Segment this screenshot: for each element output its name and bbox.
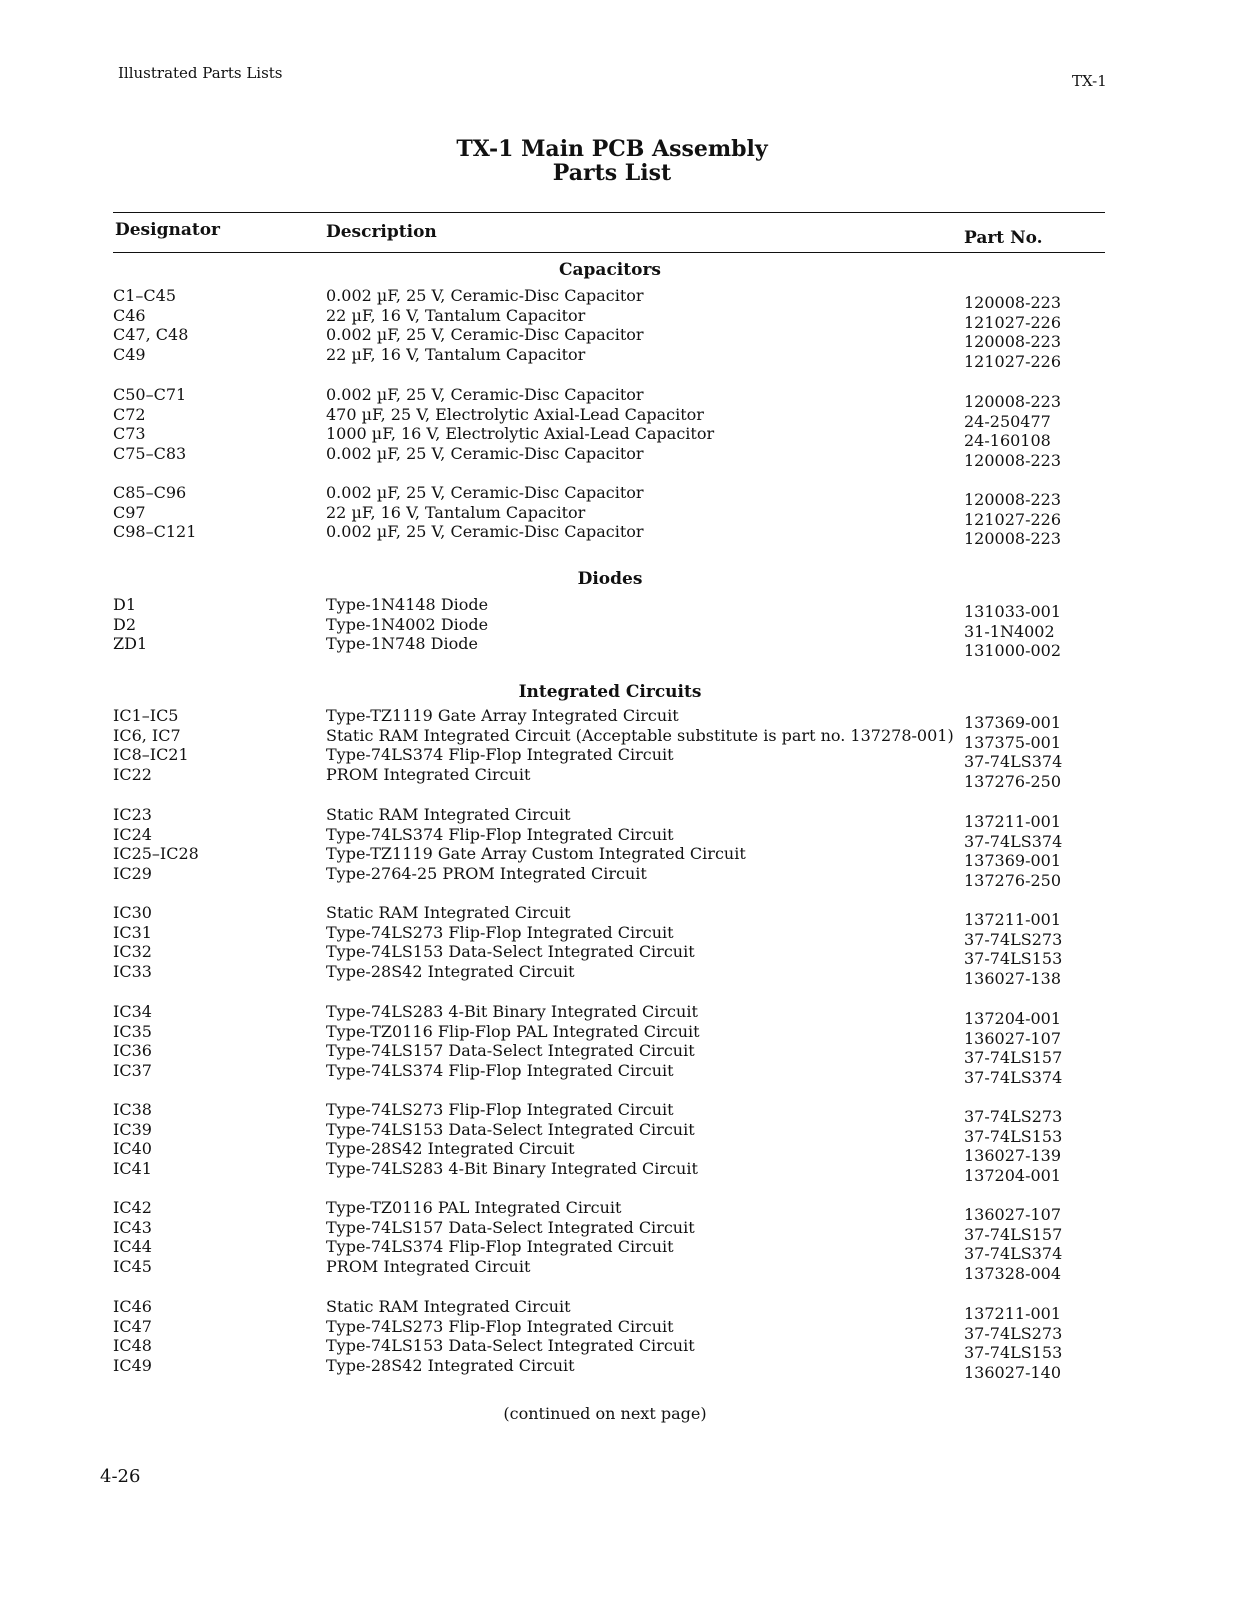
table-row bbox=[0, 1336, 1237, 1363]
part-number-cell: 137375-001 bbox=[964, 732, 1062, 752]
designator-cell: IC48 bbox=[113, 1336, 152, 1356]
description-cell: Type-28S42 Integrated Circuit bbox=[326, 961, 575, 981]
table-row bbox=[0, 595, 1237, 621]
part-number-cell: 137328-004 bbox=[964, 1263, 1062, 1283]
designator-cell: IC43 bbox=[113, 1217, 152, 1237]
designator-cell: C98–C121 bbox=[113, 522, 197, 542]
table-row bbox=[0, 1256, 1237, 1283]
part-number-cell: 120008-223 bbox=[964, 293, 1062, 312]
table-row bbox=[0, 614, 1237, 641]
designator-cell: IC24 bbox=[113, 824, 152, 844]
table-row bbox=[0, 1119, 1237, 1146]
designator-cell: IC8–IC21 bbox=[113, 745, 189, 765]
table-row bbox=[0, 824, 1237, 851]
table-row bbox=[0, 502, 1237, 529]
designator-cell: IC25–IC28 bbox=[113, 844, 199, 864]
table-row bbox=[0, 424, 1237, 451]
table-row bbox=[0, 443, 1237, 470]
designator-cell: IC29 bbox=[113, 863, 152, 883]
table-row bbox=[0, 1198, 1237, 1224]
description-cell: Type-TZ0116 PAL Integrated Circuit bbox=[326, 1198, 622, 1217]
designator-cell: IC39 bbox=[113, 1119, 152, 1139]
designator-cell: C72 bbox=[113, 404, 146, 424]
description-cell: Static RAM Integrated Circuit bbox=[326, 903, 571, 922]
table-row bbox=[0, 1237, 1237, 1264]
table-row bbox=[0, 725, 1237, 752]
part-number-cell: 131000-002 bbox=[964, 641, 1062, 661]
part-number-cell: 37-74LS374 bbox=[964, 1244, 1063, 1264]
description-cell: Type-74LS273 Flip-Flop Integrated Circuit bbox=[326, 922, 674, 942]
section-heading: Diodes bbox=[577, 569, 643, 589]
table-row bbox=[0, 1316, 1237, 1343]
table-row bbox=[0, 863, 1237, 890]
table-row bbox=[0, 286, 1237, 312]
designator-cell: IC42 bbox=[113, 1198, 152, 1217]
description-cell: Type-74LS153 Data-Select Integrated Circuit bbox=[326, 942, 695, 962]
description-cell: Type-28S42 Integrated Circuit bbox=[326, 1139, 575, 1159]
description-cell: 470 µF, 25 V, Electrolytic Axial-Lead Capacitor bbox=[326, 404, 704, 424]
designator-cell: IC40 bbox=[113, 1139, 152, 1159]
part-number-cell: 37-74LS374 bbox=[964, 752, 1063, 772]
table-row bbox=[0, 745, 1237, 772]
designator-cell: IC36 bbox=[113, 1041, 152, 1061]
table-row bbox=[0, 385, 1237, 411]
running-header-left: Illustrated Parts Lists bbox=[118, 64, 283, 82]
designator-cell: D2 bbox=[113, 614, 137, 634]
part-number-cell: 136027-140 bbox=[964, 1362, 1062, 1382]
description-cell: Type-74LS283 4-Bit Binary Integrated Circuit bbox=[326, 1158, 698, 1178]
part-number-cell: 121027-226 bbox=[964, 351, 1062, 371]
part-number-cell: 24-160108 bbox=[964, 431, 1051, 451]
designator-cell: IC31 bbox=[113, 922, 152, 942]
table-row bbox=[0, 344, 1237, 371]
table-row bbox=[0, 1021, 1237, 1048]
part-number-cell: 37-74LS153 bbox=[964, 1343, 1063, 1363]
designator-cell: IC49 bbox=[113, 1355, 152, 1375]
description-cell: Type-TZ1119 Gate Array Integrated Circuit bbox=[326, 706, 679, 725]
column-header-designator: Designator bbox=[115, 220, 220, 240]
designator-cell: D1 bbox=[113, 595, 137, 614]
description-cell: 0.002 µF, 25 V, Ceramic-Disc Capacitor bbox=[326, 286, 644, 305]
designator-cell: C49 bbox=[113, 344, 146, 364]
description-cell: Type-1N4148 Diode bbox=[326, 595, 489, 614]
table-row bbox=[0, 325, 1237, 352]
part-number-cell: 121027-226 bbox=[964, 312, 1062, 332]
description-cell: PROM Integrated Circuit bbox=[326, 1256, 531, 1276]
designator-cell: IC38 bbox=[113, 1100, 152, 1119]
part-number-cell: 137276-250 bbox=[964, 870, 1062, 890]
description-cell: Type-2764-25 PROM Integrated Circuit bbox=[326, 863, 647, 883]
table-row bbox=[0, 922, 1237, 949]
part-number-cell: 37-74LS374 bbox=[964, 1067, 1063, 1087]
designator-cell: C47, C48 bbox=[113, 325, 189, 345]
page-number: 4-26 bbox=[100, 1466, 141, 1487]
designator-cell: IC41 bbox=[113, 1158, 152, 1178]
table-row bbox=[0, 522, 1237, 549]
description-cell: 22 µF, 16 V, Tantalum Capacitor bbox=[326, 344, 586, 364]
running-header-right: TX-1 bbox=[1072, 72, 1107, 90]
top-rule bbox=[113, 212, 1105, 213]
designator-cell: ZD1 bbox=[113, 634, 148, 654]
table-row bbox=[0, 1217, 1237, 1244]
designator-cell: C85–C96 bbox=[113, 483, 187, 502]
column-header-description: Description bbox=[326, 222, 437, 242]
table-row bbox=[0, 305, 1237, 332]
section-heading: Capacitors bbox=[559, 260, 661, 280]
description-cell: Static RAM Integrated Circuit (Acceptable substitute is part no. 137278-001) bbox=[326, 725, 954, 745]
part-number-cell: 120008-223 bbox=[964, 392, 1062, 411]
description-cell: Type-74LS374 Flip-Flop Integrated Circuit bbox=[326, 745, 674, 765]
part-number-cell: 136027-138 bbox=[964, 968, 1062, 988]
table-row bbox=[0, 942, 1237, 969]
description-cell: Type-1N4002 Diode bbox=[326, 614, 489, 634]
description-cell: 0.002 µF, 25 V, Ceramic-Disc Capacitor bbox=[326, 385, 644, 404]
designator-cell: IC44 bbox=[113, 1237, 152, 1257]
table-row bbox=[0, 1139, 1237, 1166]
designator-cell: IC22 bbox=[113, 764, 152, 784]
description-cell: PROM Integrated Circuit bbox=[326, 764, 531, 784]
designator-cell: IC47 bbox=[113, 1316, 152, 1336]
description-cell: 22 µF, 16 V, Tantalum Capacitor bbox=[326, 502, 586, 522]
table-row bbox=[0, 1158, 1237, 1185]
description-cell: 22 µF, 16 V, Tantalum Capacitor bbox=[326, 305, 586, 325]
description-cell: Type-74LS157 Data-Select Integrated Circuit bbox=[326, 1041, 695, 1061]
section-heading: Integrated Circuits bbox=[518, 682, 702, 702]
designator-cell: IC46 bbox=[113, 1297, 152, 1316]
part-number-cell: 31-1N4002 bbox=[964, 621, 1055, 641]
table-row bbox=[0, 1041, 1237, 1068]
description-cell: Type-28S42 Integrated Circuit bbox=[326, 1355, 575, 1375]
designator-cell: C73 bbox=[113, 424, 146, 444]
description-cell: 0.002 µF, 25 V, Ceramic-Disc Capacitor bbox=[326, 325, 644, 345]
table-row bbox=[0, 764, 1237, 791]
description-cell: Type-74LS153 Data-Select Integrated Circuit bbox=[326, 1119, 695, 1139]
part-number-cell: 137204-001 bbox=[964, 1009, 1062, 1028]
designator-cell: IC45 bbox=[113, 1256, 152, 1276]
description-cell: Type-74LS153 Data-Select Integrated Circuit bbox=[326, 1336, 695, 1356]
part-number-cell: 136027-107 bbox=[964, 1205, 1062, 1224]
part-number-cell: 120008-223 bbox=[964, 450, 1062, 470]
description-cell: 0.002 µF, 25 V, Ceramic-Disc Capacitor bbox=[326, 483, 644, 502]
description-cell: Static RAM Integrated Circuit bbox=[326, 1297, 571, 1316]
part-number-cell: 121027-226 bbox=[964, 509, 1062, 529]
table-row bbox=[0, 1060, 1237, 1087]
part-number-cell: 137211-001 bbox=[964, 910, 1062, 929]
designator-cell: IC30 bbox=[113, 903, 152, 922]
page-subtitle: Parts List bbox=[552, 160, 672, 186]
part-number-cell: 37-74LS157 bbox=[964, 1048, 1063, 1068]
part-number-cell: 24-250477 bbox=[964, 411, 1051, 431]
part-number-cell: 37-74LS273 bbox=[964, 1107, 1063, 1126]
part-number-cell: 37-74LS157 bbox=[964, 1224, 1063, 1244]
page-title: TX-1 Main PCB Assembly bbox=[456, 136, 768, 162]
designator-cell: C1–C45 bbox=[113, 286, 177, 305]
description-cell: Type-74LS157 Data-Select Integrated Circuit bbox=[326, 1217, 695, 1237]
table-row bbox=[0, 961, 1237, 988]
part-number-cell: 131033-001 bbox=[964, 602, 1062, 621]
description-cell: 0.002 µF, 25 V, Ceramic-Disc Capacitor bbox=[326, 522, 644, 542]
part-number-cell: 37-74LS273 bbox=[964, 1323, 1063, 1343]
designator-cell: IC34 bbox=[113, 1002, 152, 1021]
part-number-cell: 137369-001 bbox=[964, 851, 1062, 871]
description-cell: Type-74LS374 Flip-Flop Integrated Circuit bbox=[326, 1060, 674, 1080]
designator-cell: IC1–IC5 bbox=[113, 706, 179, 725]
part-number-cell: 120008-223 bbox=[964, 529, 1062, 549]
table-row bbox=[0, 706, 1237, 732]
table-row bbox=[0, 404, 1237, 431]
part-number-cell: 136027-107 bbox=[964, 1028, 1062, 1048]
part-number-cell: 137276-250 bbox=[964, 771, 1062, 791]
column-header-part-no: Part No. bbox=[964, 228, 1043, 248]
part-number-cell: 137211-001 bbox=[964, 812, 1062, 831]
part-number-cell: 120008-223 bbox=[964, 332, 1062, 352]
description-cell: Type-74LS374 Flip-Flop Integrated Circuit bbox=[326, 1237, 674, 1257]
designator-cell: IC37 bbox=[113, 1060, 152, 1080]
description-cell: Type-74LS374 Flip-Flop Integrated Circuit bbox=[326, 824, 674, 844]
description-cell: Static RAM Integrated Circuit bbox=[326, 805, 571, 824]
description-cell: Type-TZ0116 Flip-Flop PAL Integrated Circuit bbox=[326, 1021, 700, 1041]
part-number-cell: 37-74LS153 bbox=[964, 949, 1063, 969]
part-number-cell: 137369-001 bbox=[964, 713, 1062, 732]
table-row bbox=[0, 1002, 1237, 1028]
table-row bbox=[0, 1297, 1237, 1323]
description-cell: 1000 µF, 16 V, Electrolytic Axial-Lead Capacitor bbox=[326, 424, 715, 444]
table-row bbox=[0, 634, 1237, 661]
table-row bbox=[0, 1355, 1237, 1382]
table-row bbox=[0, 805, 1237, 831]
description-cell: Type-74LS283 4-Bit Binary Integrated Circuit bbox=[326, 1002, 698, 1021]
part-number-cell: 136027-139 bbox=[964, 1146, 1062, 1166]
part-number-cell: 37-74LS273 bbox=[964, 929, 1063, 949]
designator-cell: C50–C71 bbox=[113, 385, 187, 404]
designator-cell: C46 bbox=[113, 305, 146, 325]
header-rule bbox=[113, 252, 1105, 253]
designator-cell: C97 bbox=[113, 502, 146, 522]
part-number-cell: 137211-001 bbox=[964, 1304, 1062, 1323]
table-row bbox=[0, 483, 1237, 509]
part-number-cell: 137204-001 bbox=[964, 1165, 1062, 1185]
part-number-cell: 37-74LS374 bbox=[964, 831, 1063, 851]
description-cell: Type-74LS273 Flip-Flop Integrated Circuit bbox=[326, 1316, 674, 1336]
description-cell: 0.002 µF, 25 V, Ceramic-Disc Capacitor bbox=[326, 443, 644, 463]
description-cell: Type-1N748 Diode bbox=[326, 634, 478, 654]
designator-cell: IC32 bbox=[113, 942, 152, 962]
designator-cell: IC35 bbox=[113, 1021, 152, 1041]
description-cell: Type-TZ1119 Gate Array Custom Integrated Circuit bbox=[326, 844, 746, 864]
table-row bbox=[0, 844, 1237, 871]
designator-cell: IC6, IC7 bbox=[113, 725, 181, 745]
continued-note: (continued on next page) bbox=[503, 1404, 707, 1423]
part-number-cell: 37-74LS153 bbox=[964, 1126, 1063, 1146]
designator-cell: C75–C83 bbox=[113, 443, 187, 463]
designator-cell: IC33 bbox=[113, 961, 152, 981]
table-row bbox=[0, 1100, 1237, 1126]
designator-cell: IC23 bbox=[113, 805, 152, 824]
description-cell: Type-74LS273 Flip-Flop Integrated Circuit bbox=[326, 1100, 674, 1119]
table-row bbox=[0, 903, 1237, 929]
part-number-cell: 120008-223 bbox=[964, 490, 1062, 509]
